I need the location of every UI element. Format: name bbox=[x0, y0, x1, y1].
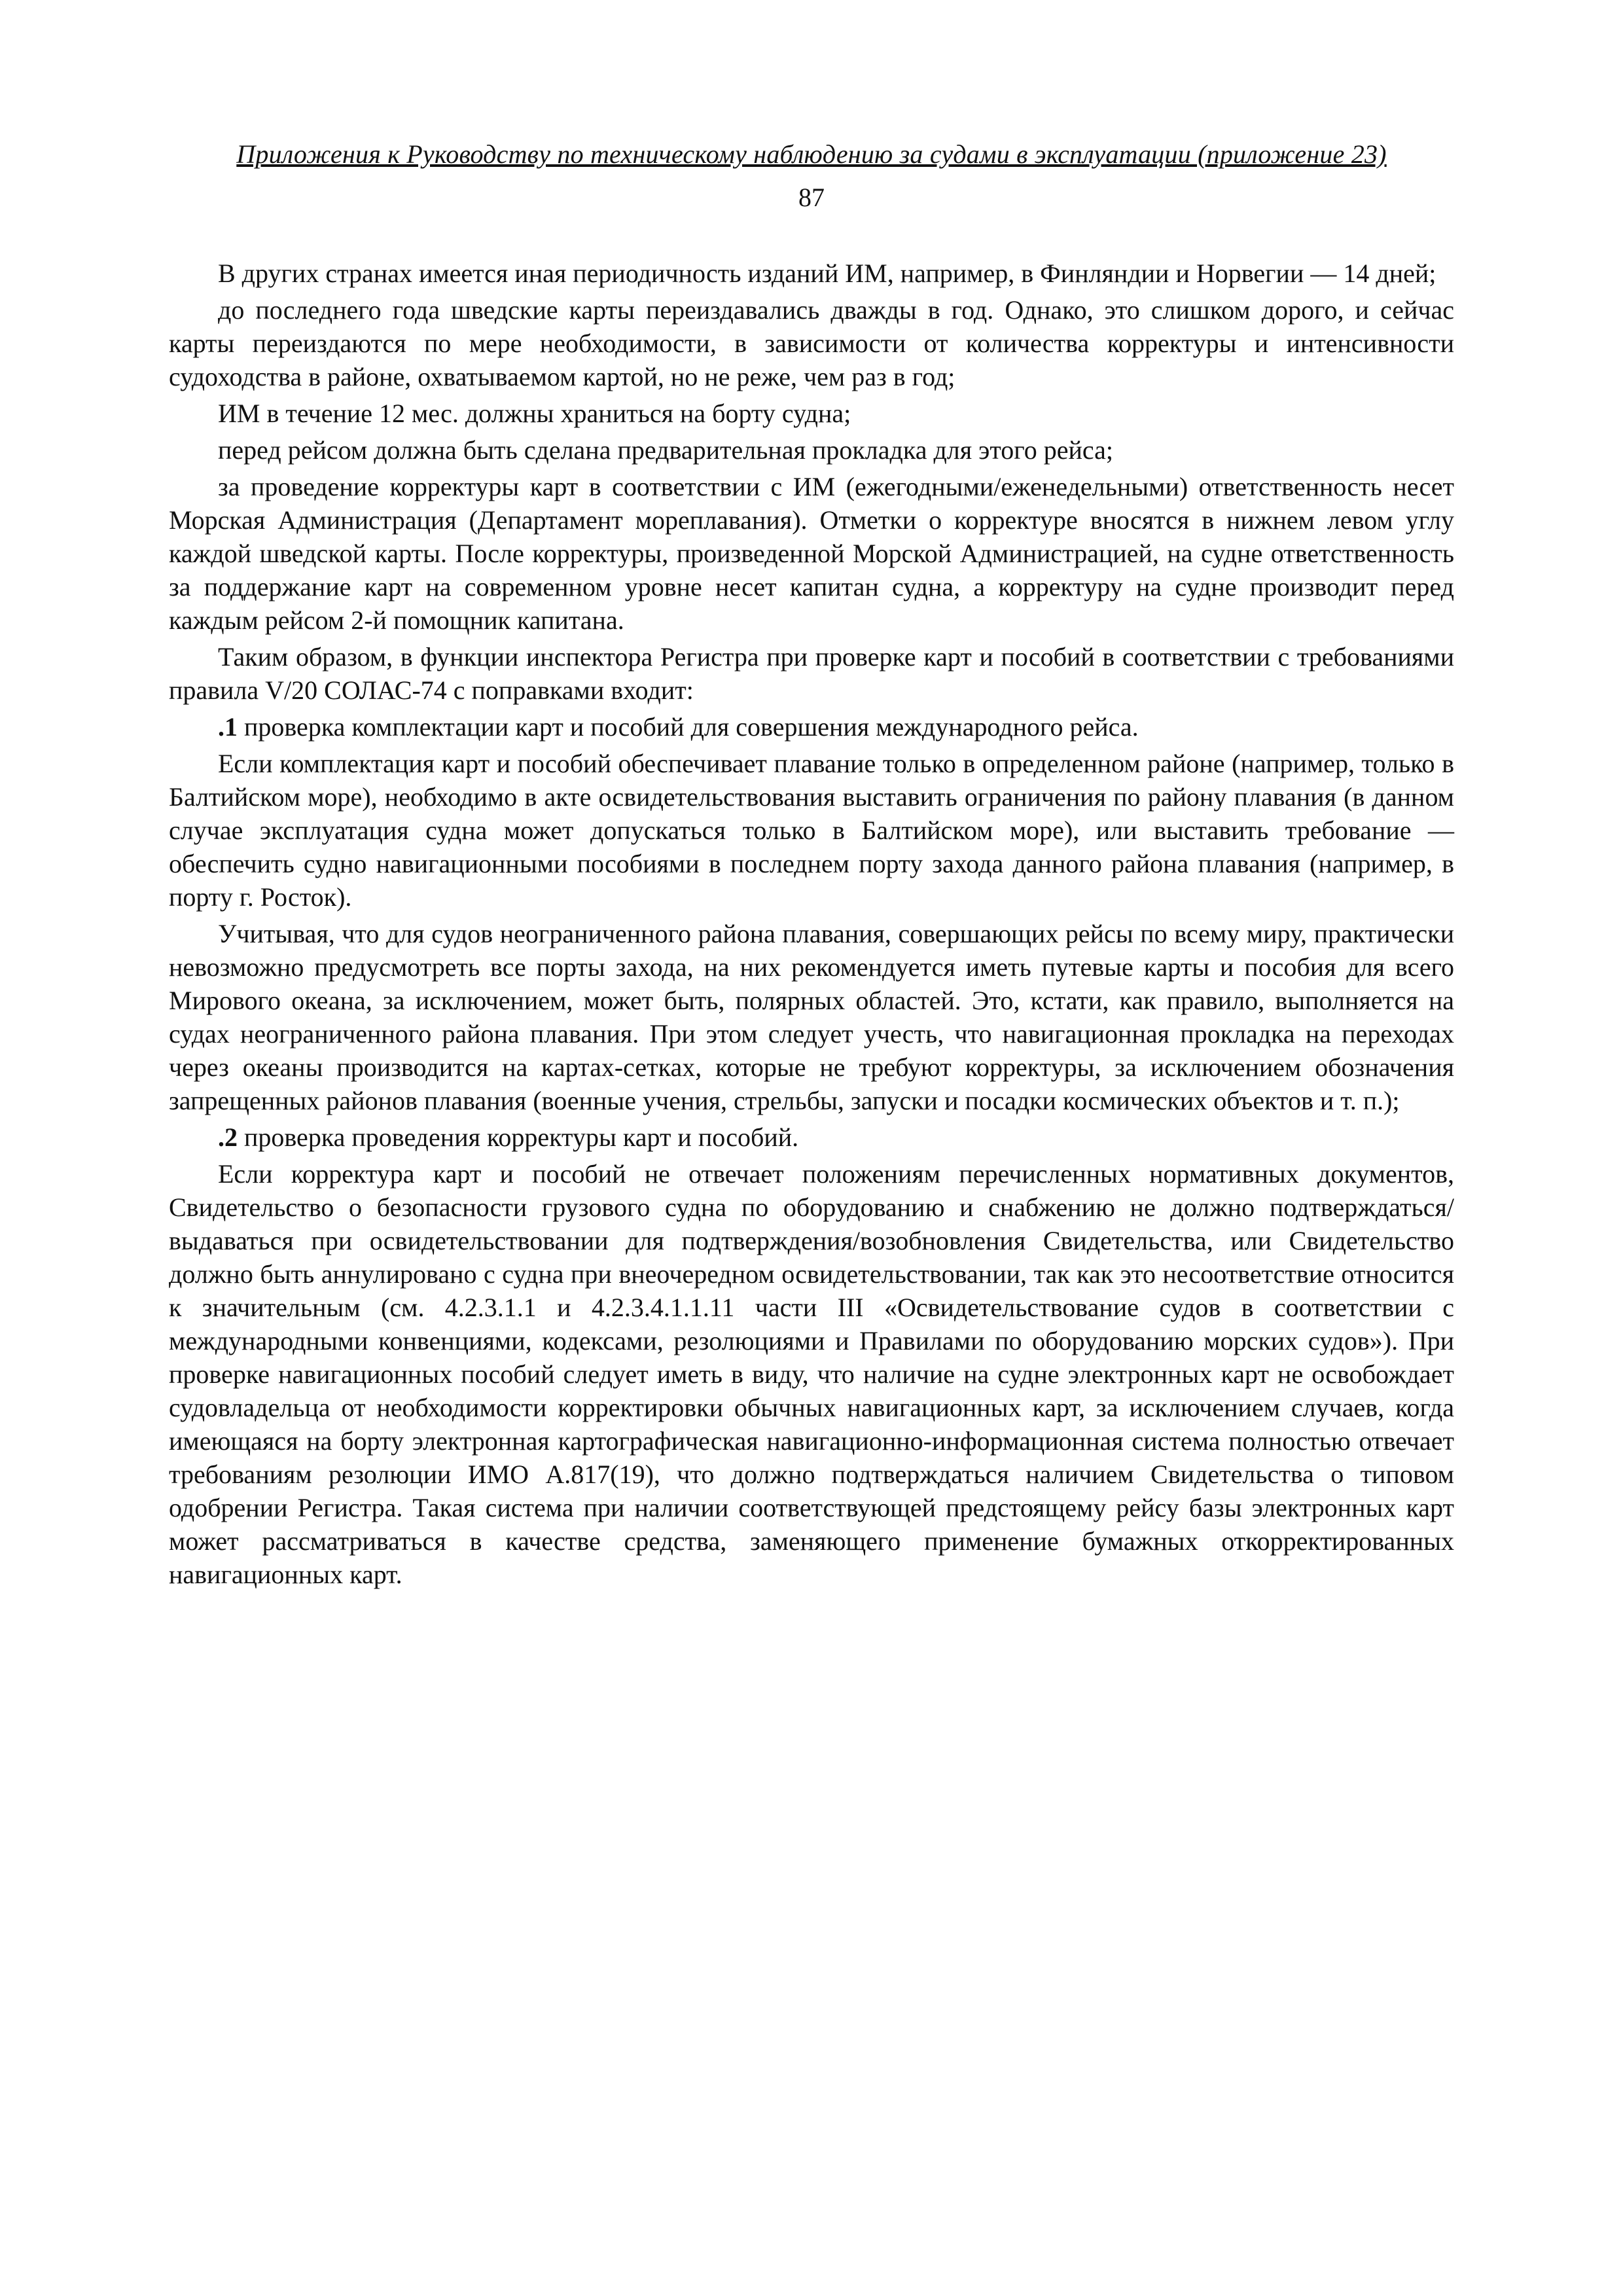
paragraph bbox=[169, 710, 1454, 744]
paragraph-text: за проведение корректуры карт в соответствии с ИМ (ежегодными/еженедельными) ответственность несет Морская Администрация (Департамент мореплавания). Отметки о корректуре вносятся в нижнем левом углу каждой шведской карты. После корректуры, произведенной Морской Администрацией, на судне ответственность за поддержание карт на современном уровне несет капитан судна, а корректуру на судне производит перед каждым рейсом 2-й помощник капитана. bbox=[169, 472, 1454, 635]
paragraph bbox=[169, 1121, 1454, 1154]
paragraph-text: Таким образом, в функции инспектора Регистра при проверке карт и пособий в соответствии с требованиями правила V/20 СОЛАС-74 с поправками входит: bbox=[169, 642, 1454, 705]
paragraph bbox=[169, 917, 1454, 1117]
paragraph-text: В других странах имеется иная периодичность изданий ИМ, например, в Финляндии и Норвегии — 14 дней; bbox=[218, 259, 1436, 288]
paragraph-text: проверка проведения корректуры карт и пособий. bbox=[238, 1122, 799, 1152]
page-number: 87 bbox=[798, 183, 825, 212]
paragraph-text: Учитывая, что для судов неограниченного района плавания, совершающих рейсы по всему миру, практически невозможно предусмотреть все порты захода, на них рекомендуется иметь путевые карты и пособия для всего Мирового океана, за исключением, может быть, полярных областей. Это, кстати, как правило, выполняется на судах неограниченного района плавания. При этом следует учесть, что навигационная прокладка на переходах через океаны производится на картах-сетках, которые не требуют корректуры, за исключением обозначения запрещенных районов плавания (военные учения, стрельбы, запуски и посадки космических объектов и т. п.); bbox=[169, 919, 1454, 1115]
paragraph bbox=[169, 747, 1454, 914]
paragraph-text: Если корректура карт и пособий не отвечает положениям перечисленных нормативных документов, Свидетельство о безопасности грузового судна по оборудованию и снабжению не должно подтверждаться/выдаваться при освидетельствовании для подтверждения/возобновления Свидетельства, или Свидетельство должно быть аннулировано с судна при внеочередном освидетельствовании, так как это несоответствие относится к значительным (см. 4.2.3.1.1 и 4.2.3.4.1.1.11 части III «Освидетельствование судов в соответствии с международными конвенциями, кодексами, резолюциями и Правилами по оборудованию морских судов»). При проверке навигационных пособий следует иметь в виду, что наличие на судне электронных карт не освобождает судовладельца от необходимости корректировки обычных навигационных карт, за исключением случаев, когда имеющаяся на борту электронная картографическая навигационно-информационная система полностью отвечает требованиям резолюции ИМО А.817(19), что должно подтверждаться наличием Свидетельства о типовом одобрении Регистра. Такая система при наличии соответствующей предстоящему рейсу базы электронных карт может рассматриваться в качестве средства, заменяющего применение бумажных откорректированных навигационных карт. bbox=[169, 1159, 1454, 1589]
paragraph-text: перед рейсом должна быть сделана предварительная прокладка для этого рейса; bbox=[218, 435, 1113, 465]
item-number: .1 bbox=[218, 712, 238, 742]
paragraph bbox=[169, 293, 1454, 393]
paragraph bbox=[169, 640, 1454, 707]
running-header: Приложения к Руководству по техническому наблюдению за судами в эксплуатации (приложение 23) bbox=[236, 139, 1387, 169]
paragraph bbox=[169, 1157, 1454, 1591]
paragraph-text: проверка комплектации карт и пособий для совершения международного рейса. bbox=[238, 712, 1139, 742]
paragraph-text: до последнего года шведские карты переиздавались дважды в год. Однако, это слишком дорого, и сейчас карты переиздаются по мере необходимости, в зависимости от количества корректуры и интенсивности судоходства в районе, охватываемом картой, но не реже, чем раз в год; bbox=[169, 295, 1454, 391]
paragraph-text: ИМ в течение 12 мес. должны храниться на борту судна; bbox=[218, 399, 851, 428]
body-text bbox=[169, 257, 1454, 1594]
paragraph bbox=[169, 257, 1454, 290]
paragraph bbox=[169, 470, 1454, 637]
paragraph bbox=[169, 397, 1454, 430]
paragraph bbox=[169, 433, 1454, 467]
paragraph-text: Если комплектация карт и пособий обеспечивает плавание только в определенном районе (например, только в Балтийском море), необходимо в акте освидетельствования выставить ограничения по району плавания (в данном случае эксплуатация судна может допускаться только в Балтийском море), или выставить требование — обеспечить судно навигационными пособиями в последнем порту захода данного района плавания (например, в порту г. Росток). bbox=[169, 749, 1454, 912]
item-number: .2 bbox=[218, 1122, 238, 1152]
